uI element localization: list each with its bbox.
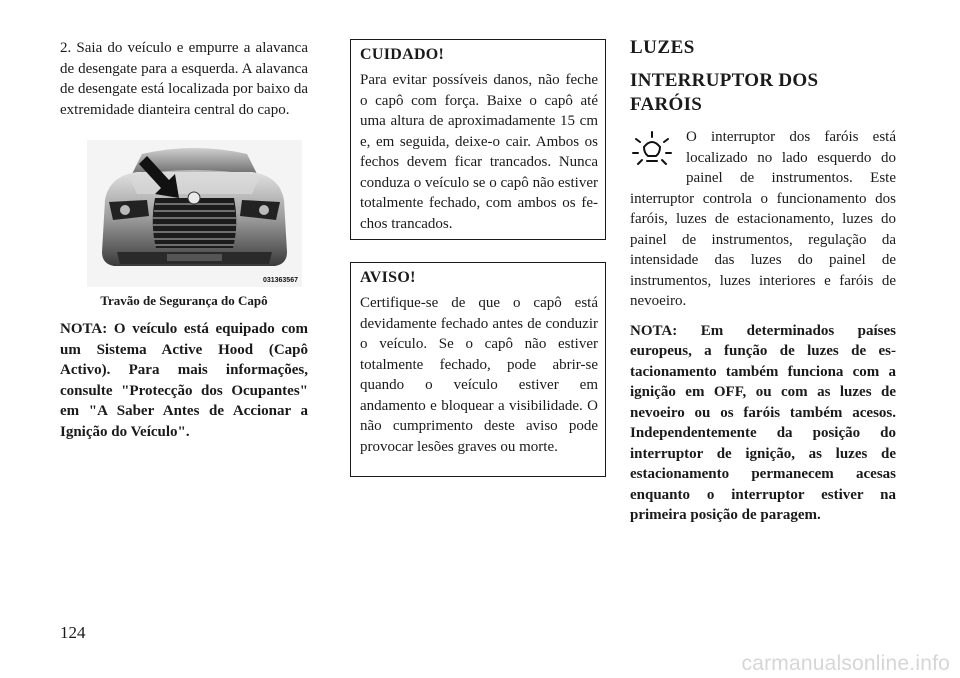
figure-caption: Travão de Segurança do Capô bbox=[100, 293, 268, 308]
figure-code: 031363567 bbox=[262, 277, 298, 284]
headlight-section bbox=[630, 127, 896, 312]
page-number: 124 bbox=[60, 623, 86, 642]
headlight-switch-body: O interruptor dos faróis está localizado no lado esquerdo do painel de instrumentos. Este interruptor controla o funcionamento dos faróis, luzes de estacionamento, luzes do painel de instrumentos, regulação da intensidade das luzes do painel de instrumentos, luzes interiores e faróis de nevoeiro. bbox=[630, 129, 896, 309]
warning-title: AVISO! bbox=[360, 269, 416, 286]
section-heading: LUZES bbox=[630, 37, 695, 58]
headlight-switch-icon bbox=[630, 129, 674, 169]
left-column bbox=[60, 0, 308, 442]
middle-column bbox=[350, 0, 606, 477]
caution-text: Para evitar possíveis danos, não feche o capô com força. Baixe o capô até uma altura de aproximadamente 15 cm e, em seguida, deixe-o cair. Ambos os fechos devem ficar trancados. Nunca conduza o veículo se o capô não estiver totalmente fechado, com ambos os fechos trancados. bbox=[360, 72, 598, 232]
caution-box bbox=[350, 39, 606, 240]
subsection-heading: INTERRUPTOR DOS FARÓIS bbox=[630, 70, 819, 115]
watermark: carmanualsonline.info bbox=[741, 652, 950, 675]
car-front-illustration bbox=[87, 140, 302, 287]
release-lever-instruction: 2. Saia do veículo e empurre a alavanca de desengate para a esquerda. A alavanca de desengate está localizada por baixo da extremidade dianteira central do capo. bbox=[60, 40, 308, 118]
parking-lights-note: NOTA: Em determinados países europeus, a função de luzes de estacionamento também funciona com a ignição em OFF, ou com as luzes de nevoeiro ou os faróis também acesos. Independentemente da posição do interruptor de ignição, as luzes de estacionamento permanecem acesas enquanto o interruptor estiver na primeira posição de paragem. bbox=[630, 322, 896, 523]
caution-title: CUIDADO! bbox=[360, 46, 445, 63]
active-hood-note: NOTA: O veículo está equipado com um Sistema Active Hood (Capô Activo). Para mais informações, consulte "Protecção dos Ocupantes" em "A Saber Antes de Accionar a Ignição do Veículo". bbox=[60, 321, 308, 440]
warning-box bbox=[350, 262, 606, 477]
hood-safety-catch-figure bbox=[87, 140, 302, 287]
warning-text: Certifique-se de que o capô está devidamente fechado antes de conduzir o veículo. Se o capô não estiver totalmente fechado, pode abrir-se quando o veículo estiver em andamento e bloquear a visibilidade. O não cumprimento deste aviso pode provocar lesões graves ou morte. bbox=[360, 295, 598, 455]
right-column bbox=[630, 0, 896, 526]
